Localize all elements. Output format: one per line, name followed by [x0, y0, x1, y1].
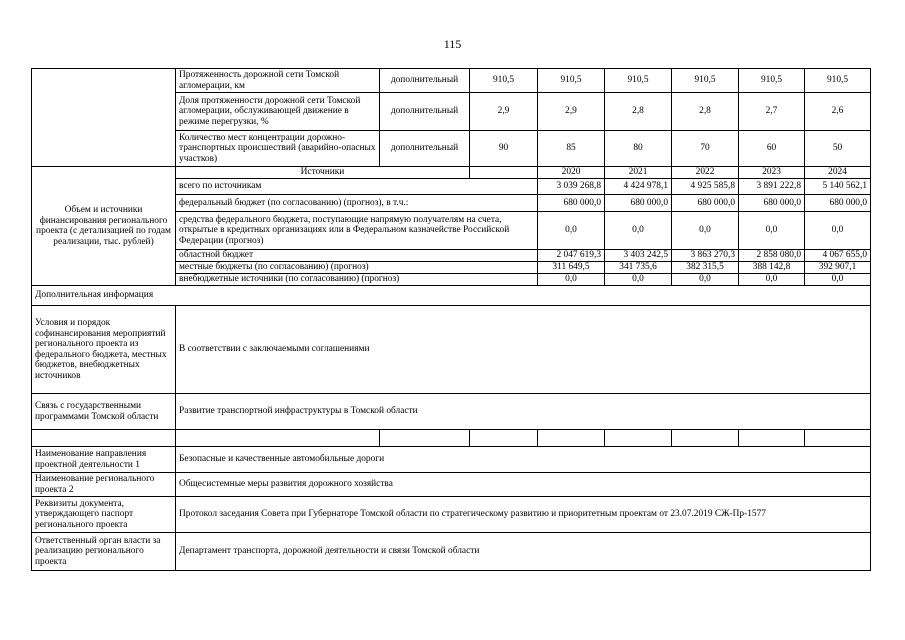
funding-value: 0,0 — [739, 274, 805, 286]
info-label: Связь с государственными программами Томской области — [32, 394, 176, 430]
indicator-value: 910,5 — [605, 69, 672, 93]
funding-label: Объем и источники финансирования регионального проекта (с детализацией по годам реализации, тыс. рублей) — [32, 167, 176, 286]
funding-source: всего по источникам — [176, 179, 538, 195]
funding-header-row — [32, 167, 871, 179]
info-label: Условия и порядок софинансирования мероприятий регионального проекта из федерального бюджета, местных бюджетов, внебюджетных источников — [32, 306, 176, 394]
info-row — [32, 306, 871, 394]
info-value: Безопасные и качественные автомобильные дороги — [176, 447, 871, 473]
project-passport-table — [31, 68, 871, 571]
funding-source: местные бюджеты (по согласованию) (прогноз) — [176, 262, 538, 274]
additional-info-row — [32, 286, 871, 306]
indicator-type: дополнительный — [380, 131, 470, 167]
indicator-value: 80 — [605, 131, 672, 167]
indicator-value: 910,5 — [538, 69, 605, 93]
indicator-value: 2,8 — [605, 93, 672, 131]
blank-cell — [538, 430, 605, 447]
blank-cell — [470, 430, 538, 447]
year-header: 2024 — [805, 167, 871, 179]
info-value: Общесистемные меры развития дорожного хозяйства — [176, 473, 871, 497]
funding-value: 3 403 242,5 — [605, 250, 672, 262]
indicator-value: 50 — [805, 131, 871, 167]
funding-value: 680 000,0 — [739, 195, 805, 212]
indicator-value: 910,5 — [739, 69, 805, 93]
info-label: Наименование направления проектной деятельности 1 — [32, 447, 176, 473]
funding-value: 0,0 — [805, 274, 871, 286]
info-value: Протокол заседания Совета при Губернаторе Томской области по стратегическому развитию и приоритетным проектам от 23.07.2019 СЖ-Пр-1577 — [176, 497, 871, 533]
year-header: 2023 — [739, 167, 805, 179]
blank-cell — [380, 430, 470, 447]
funding-value: 680 000,0 — [605, 195, 672, 212]
year-header: 2022 — [672, 167, 739, 179]
indicator-name: Протяженность дорожной сети Томской агломерации, км — [176, 69, 380, 93]
year-header: 2021 — [605, 167, 672, 179]
blank-cell — [32, 430, 176, 447]
funding-value: 5 140 562,1 — [805, 179, 871, 195]
indicator-value: 2,8 — [672, 93, 739, 131]
funding-value: 0,0 — [605, 212, 672, 250]
spacer-row — [32, 430, 871, 447]
info-row — [32, 447, 871, 473]
blank-cell — [672, 430, 739, 447]
funding-source: областной бюджет — [176, 250, 538, 262]
indicator-value: 85 — [538, 131, 605, 167]
funding-value: 0,0 — [605, 274, 672, 286]
blank-label-cell — [32, 69, 176, 167]
info-label: Наименование регионального проекта 2 — [32, 473, 176, 497]
funding-value: 0,0 — [538, 274, 605, 286]
info-label: Ответственный орган власти за реализацию регионального проекта — [32, 533, 176, 571]
funding-value: 680 000,0 — [805, 195, 871, 212]
indicator-value: 910,5 — [672, 69, 739, 93]
indicator-value: 70 — [672, 131, 739, 167]
funding-value: 3 863 270,3 — [672, 250, 739, 262]
info-row — [32, 497, 871, 533]
indicator-value: 2,6 — [805, 93, 871, 131]
funding-value: 382 315,5 — [672, 262, 739, 274]
info-value: Департамент транспорта, дорожной деятельности и связи Томской области — [176, 533, 871, 571]
info-row — [32, 473, 871, 497]
info-row — [32, 533, 871, 571]
funding-source: внебюджетные источники (по согласованию) (прогноз) — [176, 274, 538, 286]
funding-value: 4 067 655,0 — [805, 250, 871, 262]
additional-info-heading: Дополнительная информация — [32, 286, 871, 306]
indicator-base: 910,5 — [470, 69, 538, 93]
blank-cell — [739, 430, 805, 447]
funding-source: средства федерального бюджета, поступающие напрямую получателям на счета, открытые в кредитных организациях или в Федеральном казначействе Российской Федерации (прогноз) — [176, 212, 538, 250]
funding-value: 388 142,8 — [739, 262, 805, 274]
info-row — [32, 394, 871, 430]
sources-header: Источники — [176, 167, 470, 179]
funding-value: 311 649,5 — [538, 262, 605, 274]
indicator-value: 910,5 — [805, 69, 871, 93]
funding-value: 3 039 268,8 — [538, 179, 605, 195]
indicator-name: Количество мест концентрации дорожно-транспортных происшествий (аварийно-опасных участков) — [176, 131, 380, 167]
blank-cell — [176, 430, 380, 447]
funding-value: 4 424 978,1 — [605, 179, 672, 195]
blank-cell — [605, 430, 672, 447]
funding-value: 2 858 080,0 — [739, 250, 805, 262]
page-number: 115 — [443, 37, 462, 51]
funding-value: 3 891 222,8 — [739, 179, 805, 195]
funding-value: 341 735,6 — [605, 262, 672, 274]
indicator-value: 2,7 — [739, 93, 805, 131]
funding-value: 0,0 — [672, 212, 739, 250]
funding-value: 0,0 — [805, 212, 871, 250]
funding-value: 0,0 — [739, 212, 805, 250]
indicator-value: 2,9 — [538, 93, 605, 131]
info-label: Реквизиты документа, утверждающего паспорт регионального проекта — [32, 497, 176, 533]
blank-cell — [805, 430, 871, 447]
indicator-base: 90 — [470, 131, 538, 167]
funding-value: 392 907,1 — [805, 262, 871, 274]
year-header: 2020 — [538, 167, 605, 179]
funding-value: 4 925 585,8 — [672, 179, 739, 195]
indicator-row — [32, 69, 871, 93]
funding-value: 2 047 619,3 — [538, 250, 605, 262]
funding-value: 680 000,0 — [538, 195, 605, 212]
indicator-base: 2,9 — [470, 93, 538, 131]
indicator-type: дополнительный — [380, 69, 470, 93]
funding-value: 0,0 — [672, 274, 739, 286]
indicator-type: дополнительный — [380, 93, 470, 131]
indicator-name: Доля протяженности дорожной сети Томской агломерации, обслуживающей движение в режиме перегрузки, % — [176, 93, 380, 131]
funding-value: 680 000,0 — [672, 195, 739, 212]
funding-source: федеральный бюджет (по согласованию) (прогноз), в т.ч.: — [176, 195, 538, 212]
funding-value: 0,0 — [538, 212, 605, 250]
indicator-value: 60 — [739, 131, 805, 167]
info-value: В соответствии с заключаемыми соглашениями — [176, 306, 871, 394]
info-value: Развитие транспортной инфраструктуры в Томской области — [176, 394, 871, 430]
blank-cell — [470, 167, 538, 179]
